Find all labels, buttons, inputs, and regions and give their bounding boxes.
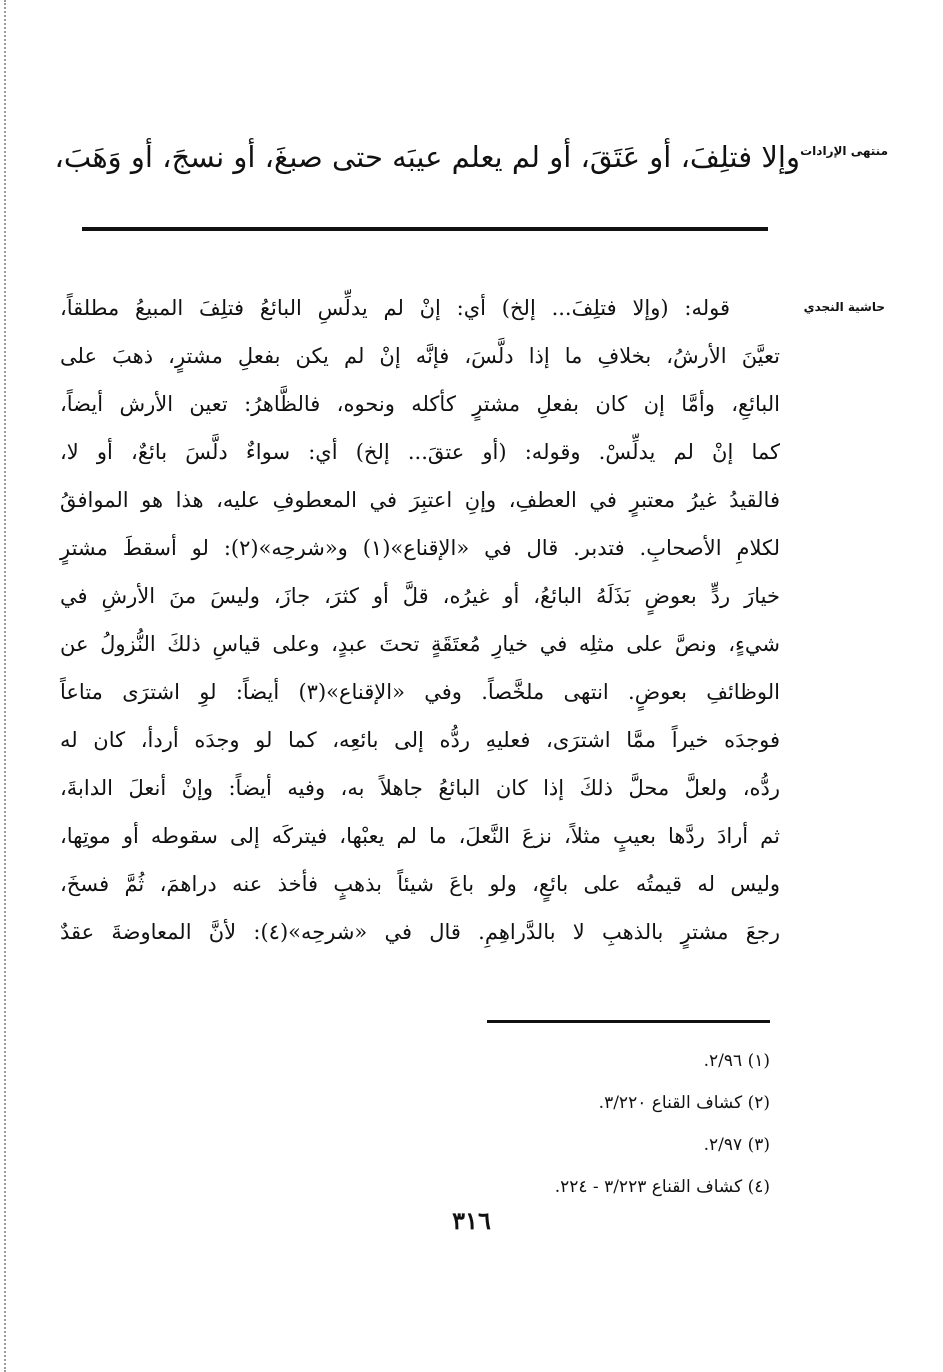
- commentary-line: تعيَّنَ الأرشُ، بخلافِ ما إذا دلَّسَ، فإنَّه إنْ لم يكن بفعلِ مشترٍ، ذهبَ على: [60, 344, 780, 368]
- commentary-body: [60, 284, 780, 956]
- margin-label-hashiya: حاشية النجدي: [803, 300, 885, 314]
- matn-text: وإلا فتلِفَ، أو عَتَقَ، أو لم يعلم عيبَه حتى صبغَ، أو نسجَ، أو وَهَبَ،: [54, 140, 800, 174]
- footnote: (٤) كشاف القناع ٣/٢٢٣ - ٢٢٤.: [554, 1177, 770, 1197]
- commentary-line: ثم أرادَ ردَّها بعيبٍ مثلاً، نزعَ النَّعلَ، ما لم يعبْها، فيتركَه إلى سقوطه أو موتِها،: [60, 824, 780, 848]
- footnote: (١) ٢/٩٦.: [703, 1051, 770, 1071]
- scan-dotted-edge: [4, 0, 6, 1372]
- margin-label-matn: منتهى الإرادات: [800, 144, 888, 158]
- commentary-line: شيءٍ، ونصَّ على مثلِه في خيارِ مُعتَقَةٍ تحتَ عبدٍ، وعلى قياسِ ذلكَ النُّزولُ عن: [60, 632, 780, 656]
- commentary-line: فوجدَه خيراً ممَّا اشترَى، فعليهِ ردُّه إلى بائعِه، كما لو وجدَه أردأ، كان له: [60, 728, 780, 752]
- page-number: ٣١٦: [452, 1206, 491, 1235]
- footnote: (٣) ٢/٩٧.: [703, 1135, 770, 1155]
- section-divider: [82, 227, 768, 231]
- commentary-line: لكلامِ الأصحابِ. فتدبر. قال في «الإقناع»(١) و«شرحِه»(٢): لو أسقطَ مشترٍ: [60, 536, 780, 560]
- footnotes: [555, 1040, 770, 1208]
- commentary-line: قوله: (وإلا فتلِفَ... إلخ) أي: إنْ لم يدلِّسِ البائعُ فتلِفَ المبيعُ مطلقاً،: [60, 296, 730, 320]
- commentary-line: وليس له قيمتُه على بائعٍ، ولو باعَ شيئاً بذهبٍ فأخذ عنه دراهمَ، ثُمَّ فسخَ،: [60, 872, 780, 896]
- commentary-line: فالقيدُ غيرُ معتبرٍ في العطفِ، وإنِ اعتبِرَ في المعطوفِ عليه، هذا هو الموافقُ: [60, 488, 780, 512]
- commentary-line: الوظائفِ بعوضٍ. انتهى ملخَّصاً. وفي «الإقناع»(٣) أيضاً: لوِ اشترَى متاعاً: [60, 680, 780, 704]
- commentary-line: خيارَ ردٍّ بعوضٍ بَذَلَهُ البائعُ، أو غيرُه، قلَّ أو كثرَ، جازَ، وليسَ منَ الأرشِ في: [60, 584, 780, 608]
- footnote: (٢) كشاف القناع ٣/٢٢٠.: [598, 1093, 770, 1113]
- commentary-line: ردُّه، ولعلَّ محلَّ ذلكَ إذا كان البائعُ جاهلاً به، وفيه أيضاً: وإنْ أنعلَ الدابةَ،: [60, 776, 780, 800]
- commentary-line: رجعَ مشترٍ بالذهبِ لا بالدَّراهِمِ. قال في «شرحِه»(٤): لأنَّ المعاوضةَ عقدٌ: [60, 920, 780, 944]
- commentary-line: البائعِ، وأمَّا إن كان بفعلِ مشترٍ كأكله ونحوه، فالظَّاهرُ: تعين الأرش أيضاً،: [60, 392, 780, 416]
- commentary-line: كما إنْ لم يدلِّسْ. وقوله: (أو عتقَ... إلخ) أي: سواءٌ دلَّسَ بائعٌ، أو لا،: [60, 440, 780, 464]
- footnote-divider: [487, 1020, 770, 1023]
